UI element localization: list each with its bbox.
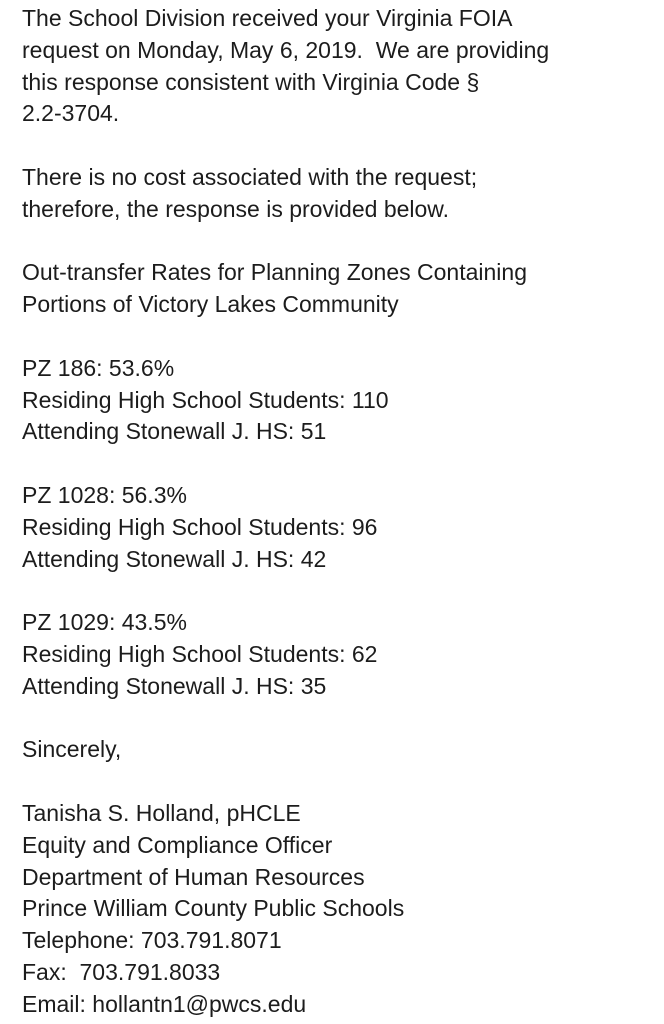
intro-line: The School Division received your Virginia FOIA (22, 5, 513, 31)
intro-line: request on Monday, May 6, 2019. We are providing (22, 36, 550, 63)
intro-line: 2.2-3704. (22, 100, 120, 127)
zone-attending-count: Attending Stonewall J. HS: 35 (22, 672, 327, 699)
paragraph-spacer (22, 130, 652, 162)
section-heading (22, 257, 652, 321)
zone-attending-count: Attending Stonewall J. HS: 51 (22, 418, 327, 445)
signer-department: Department of Human Resources (22, 863, 365, 890)
cost-note-paragraph (22, 162, 652, 226)
zone-rate: PZ 1028: 56.3% (22, 481, 187, 508)
signer-title: Equity and Compliance Officer (22, 831, 333, 858)
signer-organization: Prince William County Public Schools (22, 895, 405, 922)
zone-residing-count: Residing High School Students: 62 (22, 640, 378, 667)
heading-line: Out-transfer Rates for Planning Zones Containing (22, 259, 527, 286)
signer-telephone[interactable]: Telephone: 703.791.8071 (22, 927, 282, 954)
heading-line: Portions of Victory Lakes Community (22, 291, 399, 318)
signer-email[interactable]: Email: hollantn1@pwcs.edu (22, 990, 307, 1017)
planning-zone-block (22, 607, 652, 702)
closing-salutation: Sincerely, (22, 736, 122, 763)
paragraph-spacer (22, 321, 652, 353)
paragraph-spacer (22, 575, 652, 607)
zone-rate: PZ 1029: 43.5% (22, 609, 187, 636)
planning-zone-block (22, 353, 652, 448)
paragraph-spacer (22, 766, 652, 798)
zone-residing-count: Residing High School Students: 110 (22, 386, 389, 413)
paragraph-spacer (22, 703, 652, 735)
cost-note-line: There is no cost associated with the request; (22, 163, 478, 190)
intro-paragraph (22, 3, 652, 130)
signer-fax: Fax: 703.791.8033 (22, 958, 221, 985)
signer-name: Tanisha S. Holland, pHCLE (22, 799, 301, 826)
paragraph-spacer (22, 226, 652, 258)
foia-response-document (22, 3, 652, 1021)
planning-zone-block (22, 480, 652, 575)
signature-block (22, 798, 652, 1021)
zone-residing-count: Residing High School Students: 96 (22, 513, 378, 540)
intro-line: this response consistent with Virginia Code § (22, 68, 480, 95)
paragraph-spacer (22, 448, 652, 480)
zone-attending-count: Attending Stonewall J. HS: 42 (22, 545, 327, 572)
zone-rate: PZ 186: 53.6% (22, 354, 175, 381)
cost-note-line: therefore, the response is provided below. (22, 195, 450, 222)
